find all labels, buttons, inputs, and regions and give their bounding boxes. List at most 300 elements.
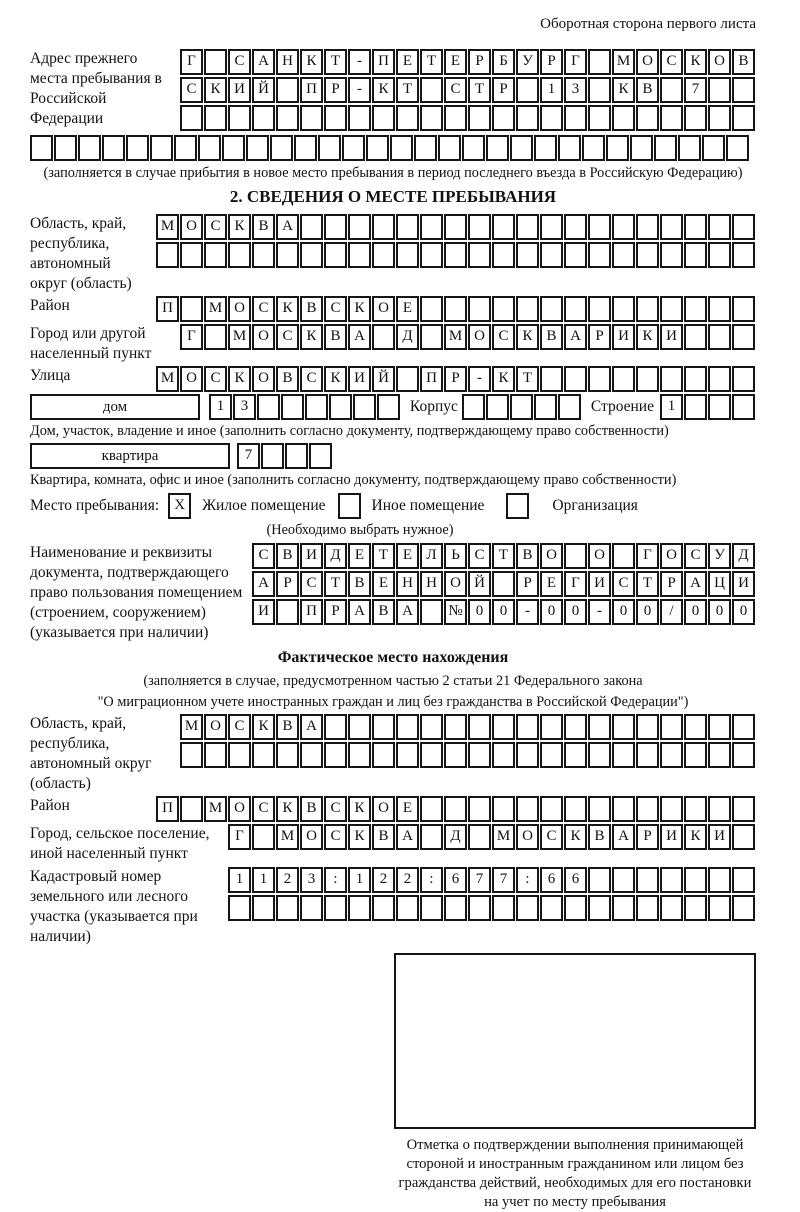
char-cell[interactable]: Е xyxy=(396,796,419,822)
char-cell[interactable] xyxy=(318,135,341,161)
char-cell[interactable] xyxy=(588,796,611,822)
char-cell[interactable]: Р xyxy=(660,571,683,597)
char-cell[interactable]: С xyxy=(252,796,275,822)
char-cell[interactable] xyxy=(588,242,611,268)
char-cell[interactable]: И xyxy=(708,824,731,850)
char-cell[interactable]: - xyxy=(468,366,491,392)
char-cell[interactable] xyxy=(420,742,443,768)
char-cell[interactable]: 6 xyxy=(444,867,467,893)
char-cell[interactable] xyxy=(732,714,755,740)
char-cell[interactable]: 0 xyxy=(612,599,635,625)
char-cell[interactable] xyxy=(468,296,491,322)
char-cell[interactable] xyxy=(396,242,419,268)
char-cell[interactable] xyxy=(420,214,443,240)
char-cell[interactable] xyxy=(348,105,371,131)
char-cell[interactable] xyxy=(372,895,395,921)
char-cell[interactable]: М xyxy=(492,824,515,850)
char-cell[interactable]: 1 xyxy=(660,394,683,420)
char-cell[interactable]: М xyxy=(204,296,227,322)
char-cell[interactable]: И xyxy=(732,571,755,597)
char-cell[interactable]: О xyxy=(588,543,611,569)
char-cell[interactable]: 3 xyxy=(564,77,587,103)
char-cell[interactable] xyxy=(708,214,731,240)
char-cell[interactable]: М xyxy=(276,824,299,850)
char-cell[interactable] xyxy=(468,105,491,131)
char-cell[interactable]: 0 xyxy=(564,599,587,625)
char-cell[interactable] xyxy=(612,366,635,392)
char-cell[interactable]: К xyxy=(276,296,299,322)
char-cell[interactable] xyxy=(444,242,467,268)
char-cell[interactable]: С xyxy=(324,796,347,822)
char-cell[interactable] xyxy=(684,242,707,268)
char-cell[interactable]: А xyxy=(348,324,371,350)
char-cell[interactable]: Д xyxy=(444,824,467,850)
char-cell[interactable] xyxy=(270,135,293,161)
char-cell[interactable] xyxy=(126,135,149,161)
char-cell[interactable] xyxy=(636,242,659,268)
char-cell[interactable] xyxy=(372,242,395,268)
char-cell[interactable] xyxy=(540,242,563,268)
char-cell[interactable] xyxy=(150,135,173,161)
char-cell[interactable] xyxy=(708,742,731,768)
char-cell[interactable]: 2 xyxy=(396,867,419,893)
char-cell[interactable]: С xyxy=(228,49,251,75)
char-cell[interactable]: К xyxy=(300,49,323,75)
char-cell[interactable]: Р xyxy=(276,571,299,597)
char-cell[interactable]: И xyxy=(348,366,371,392)
char-cell[interactable] xyxy=(732,242,755,268)
char-cell[interactable] xyxy=(324,895,347,921)
char-cell[interactable] xyxy=(444,714,467,740)
char-cell[interactable]: К xyxy=(684,49,707,75)
char-cell[interactable]: А xyxy=(396,599,419,625)
char-cell[interactable]: С xyxy=(324,296,347,322)
char-cell[interactable]: 0 xyxy=(636,599,659,625)
char-cell[interactable]: А xyxy=(348,599,371,625)
char-cell[interactable] xyxy=(636,867,659,893)
char-cell[interactable] xyxy=(732,366,755,392)
char-cell[interactable]: О xyxy=(444,571,467,597)
char-cell[interactable]: 3 xyxy=(300,867,323,893)
char-cell[interactable]: Г xyxy=(180,49,203,75)
char-cell[interactable]: С xyxy=(252,296,275,322)
char-cell[interactable]: С xyxy=(684,543,707,569)
char-cell[interactable] xyxy=(588,296,611,322)
char-cell[interactable]: Т xyxy=(324,571,347,597)
char-cell[interactable] xyxy=(353,394,376,420)
char-cell[interactable]: Т xyxy=(492,543,515,569)
char-cell[interactable] xyxy=(660,366,683,392)
char-cell[interactable] xyxy=(300,742,323,768)
char-cell[interactable] xyxy=(468,214,491,240)
char-cell[interactable] xyxy=(516,796,539,822)
char-cell[interactable]: Г xyxy=(228,824,251,850)
char-cell[interactable]: О xyxy=(228,296,251,322)
char-cell[interactable]: С xyxy=(612,571,635,597)
char-cell[interactable]: 7 xyxy=(237,443,260,469)
char-cell[interactable] xyxy=(348,714,371,740)
char-cell[interactable]: С xyxy=(228,714,251,740)
char-cell[interactable] xyxy=(612,895,635,921)
char-cell[interactable] xyxy=(180,742,203,768)
char-cell[interactable]: К xyxy=(300,324,323,350)
char-cell[interactable]: Р xyxy=(492,77,515,103)
char-cell[interactable] xyxy=(420,105,443,131)
char-cell[interactable] xyxy=(708,394,731,420)
char-cell[interactable] xyxy=(612,714,635,740)
char-cell[interactable]: - xyxy=(348,49,371,75)
char-cell[interactable] xyxy=(228,242,251,268)
char-cell[interactable] xyxy=(444,105,467,131)
char-cell[interactable] xyxy=(252,895,275,921)
char-cell[interactable] xyxy=(660,77,683,103)
char-cell[interactable] xyxy=(660,214,683,240)
char-cell[interactable] xyxy=(612,105,635,131)
char-cell[interactable]: О xyxy=(204,714,227,740)
char-cell[interactable]: 2 xyxy=(372,867,395,893)
char-cell[interactable] xyxy=(204,105,227,131)
char-cell[interactable] xyxy=(510,394,533,420)
char-cell[interactable] xyxy=(540,895,563,921)
char-cell[interactable] xyxy=(294,135,317,161)
char-cell[interactable]: П xyxy=(156,796,179,822)
char-cell[interactable]: О xyxy=(300,824,323,850)
char-cell[interactable]: В xyxy=(636,77,659,103)
char-cell[interactable] xyxy=(486,135,509,161)
char-cell[interactable] xyxy=(636,895,659,921)
char-cell[interactable] xyxy=(588,77,611,103)
char-cell[interactable]: - xyxy=(348,77,371,103)
char-cell[interactable]: К xyxy=(204,77,227,103)
char-cell[interactable] xyxy=(660,895,683,921)
char-cell[interactable]: П xyxy=(420,366,443,392)
char-cell[interactable] xyxy=(588,366,611,392)
char-cell[interactable] xyxy=(372,214,395,240)
char-cell[interactable]: М xyxy=(228,324,251,350)
char-cell[interactable] xyxy=(564,214,587,240)
char-cell[interactable]: Н xyxy=(276,49,299,75)
char-cell[interactable] xyxy=(558,135,581,161)
char-cell[interactable] xyxy=(78,135,101,161)
stay-checkbox-other-premise[interactable] xyxy=(338,493,361,519)
char-cell[interactable] xyxy=(420,714,443,740)
char-cell[interactable] xyxy=(684,714,707,740)
char-cell[interactable]: 7 xyxy=(492,867,515,893)
char-cell[interactable]: Е xyxy=(396,296,419,322)
char-cell[interactable]: Ь xyxy=(444,543,467,569)
char-cell[interactable] xyxy=(564,366,587,392)
char-cell[interactable]: К xyxy=(348,796,371,822)
char-cell[interactable] xyxy=(180,105,203,131)
char-cell[interactable] xyxy=(420,324,443,350)
char-cell[interactable] xyxy=(414,135,437,161)
char-cell[interactable]: А xyxy=(564,324,587,350)
char-cell[interactable] xyxy=(174,135,197,161)
char-cell[interactable] xyxy=(444,742,467,768)
char-cell[interactable]: К xyxy=(564,824,587,850)
char-cell[interactable] xyxy=(516,77,539,103)
char-cell[interactable] xyxy=(612,796,635,822)
char-cell[interactable]: 0 xyxy=(708,599,731,625)
char-cell[interactable]: : xyxy=(420,867,443,893)
char-cell[interactable]: М xyxy=(156,214,179,240)
char-cell[interactable] xyxy=(708,242,731,268)
char-cell[interactable] xyxy=(342,135,365,161)
char-cell[interactable]: И xyxy=(252,599,275,625)
char-cell[interactable] xyxy=(732,214,755,240)
char-cell[interactable]: - xyxy=(516,599,539,625)
char-cell[interactable] xyxy=(468,714,491,740)
char-cell[interactable] xyxy=(732,296,755,322)
char-cell[interactable] xyxy=(588,214,611,240)
char-cell[interactable] xyxy=(348,742,371,768)
char-cell[interactable] xyxy=(492,105,515,131)
char-cell[interactable]: И xyxy=(228,77,251,103)
char-cell[interactable]: 6 xyxy=(564,867,587,893)
char-cell[interactable]: О xyxy=(636,49,659,75)
char-cell[interactable]: 6 xyxy=(540,867,563,893)
char-cell[interactable]: 1 xyxy=(540,77,563,103)
char-cell[interactable]: В xyxy=(732,49,755,75)
char-cell[interactable]: В xyxy=(588,824,611,850)
char-cell[interactable] xyxy=(492,296,515,322)
char-cell[interactable]: Е xyxy=(396,49,419,75)
char-cell[interactable] xyxy=(204,49,227,75)
char-cell[interactable] xyxy=(612,296,635,322)
char-cell[interactable]: № xyxy=(444,599,467,625)
char-cell[interactable]: Р xyxy=(468,49,491,75)
char-cell[interactable]: М xyxy=(204,796,227,822)
char-cell[interactable] xyxy=(180,242,203,268)
char-cell[interactable] xyxy=(468,742,491,768)
char-cell[interactable] xyxy=(492,242,515,268)
char-cell[interactable]: С xyxy=(444,77,467,103)
char-cell[interactable]: В xyxy=(324,324,347,350)
char-cell[interactable] xyxy=(540,714,563,740)
char-cell[interactable] xyxy=(348,214,371,240)
char-cell[interactable] xyxy=(390,135,413,161)
char-cell[interactable]: О xyxy=(372,296,395,322)
char-cell[interactable] xyxy=(300,895,323,921)
char-cell[interactable] xyxy=(636,105,659,131)
char-cell[interactable] xyxy=(309,443,332,469)
char-cell[interactable] xyxy=(534,394,557,420)
char-cell[interactable] xyxy=(732,895,755,921)
char-cell[interactable] xyxy=(468,242,491,268)
char-cell[interactable] xyxy=(636,742,659,768)
char-cell[interactable] xyxy=(732,824,755,850)
char-cell[interactable] xyxy=(324,714,347,740)
char-cell[interactable]: М xyxy=(444,324,467,350)
char-cell[interactable] xyxy=(660,714,683,740)
char-cell[interactable] xyxy=(257,394,280,420)
char-cell[interactable]: / xyxy=(660,599,683,625)
char-cell[interactable] xyxy=(54,135,77,161)
char-cell[interactable] xyxy=(588,867,611,893)
char-cell[interactable]: В xyxy=(276,366,299,392)
char-cell[interactable] xyxy=(420,895,443,921)
char-cell[interactable] xyxy=(708,77,731,103)
stay-checkbox-organization[interactable] xyxy=(506,493,529,519)
char-cell[interactable]: Т xyxy=(420,49,443,75)
char-cell[interactable] xyxy=(660,296,683,322)
char-cell[interactable]: 7 xyxy=(468,867,491,893)
char-cell[interactable]: Р xyxy=(324,77,347,103)
char-cell[interactable]: Т xyxy=(396,77,419,103)
char-cell[interactable] xyxy=(276,105,299,131)
char-cell[interactable]: К xyxy=(324,366,347,392)
char-cell[interactable] xyxy=(252,824,275,850)
char-cell[interactable] xyxy=(329,394,352,420)
char-cell[interactable] xyxy=(564,895,587,921)
char-cell[interactable] xyxy=(198,135,221,161)
char-cell[interactable]: Й xyxy=(252,77,275,103)
char-cell[interactable] xyxy=(516,214,539,240)
char-cell[interactable]: Й xyxy=(372,366,395,392)
char-cell[interactable] xyxy=(564,742,587,768)
char-cell[interactable] xyxy=(708,366,731,392)
char-cell[interactable]: М xyxy=(156,366,179,392)
char-cell[interactable]: О xyxy=(708,49,731,75)
char-cell[interactable] xyxy=(660,796,683,822)
char-cell[interactable]: Л xyxy=(420,543,443,569)
char-cell[interactable]: 1 xyxy=(209,394,232,420)
char-cell[interactable] xyxy=(366,135,389,161)
char-cell[interactable]: Т xyxy=(324,49,347,75)
char-cell[interactable]: К xyxy=(228,214,251,240)
char-cell[interactable]: Д xyxy=(396,324,419,350)
char-cell[interactable] xyxy=(540,214,563,240)
char-cell[interactable]: О xyxy=(252,366,275,392)
char-cell[interactable] xyxy=(516,105,539,131)
char-cell[interactable]: С xyxy=(300,366,323,392)
char-cell[interactable]: 1 xyxy=(228,867,251,893)
char-cell[interactable] xyxy=(564,242,587,268)
char-cell[interactable]: М xyxy=(612,49,635,75)
char-cell[interactable] xyxy=(372,105,395,131)
char-cell[interactable]: П xyxy=(300,77,323,103)
char-cell[interactable]: О xyxy=(372,796,395,822)
char-cell[interactable]: Р xyxy=(540,49,563,75)
char-cell[interactable] xyxy=(300,214,323,240)
char-cell[interactable] xyxy=(612,543,635,569)
char-cell[interactable] xyxy=(204,742,227,768)
char-cell[interactable]: Г xyxy=(564,49,587,75)
char-cell[interactable] xyxy=(462,135,485,161)
char-cell[interactable]: С xyxy=(180,77,203,103)
char-cell[interactable] xyxy=(612,867,635,893)
char-cell[interactable]: М xyxy=(180,714,203,740)
char-cell[interactable] xyxy=(612,242,635,268)
char-cell[interactable] xyxy=(684,296,707,322)
char-cell[interactable] xyxy=(732,324,755,350)
char-cell[interactable] xyxy=(276,599,299,625)
char-cell[interactable] xyxy=(420,824,443,850)
char-cell[interactable]: П xyxy=(372,49,395,75)
char-cell[interactable]: Р xyxy=(636,824,659,850)
char-cell[interactable] xyxy=(420,77,443,103)
char-cell[interactable] xyxy=(588,49,611,75)
char-cell[interactable] xyxy=(708,895,731,921)
char-cell[interactable] xyxy=(684,366,707,392)
char-cell[interactable]: : xyxy=(516,867,539,893)
char-cell[interactable] xyxy=(468,824,491,850)
char-cell[interactable]: С xyxy=(492,324,515,350)
char-cell[interactable] xyxy=(588,895,611,921)
char-cell[interactable]: В xyxy=(300,796,323,822)
char-cell[interactable] xyxy=(348,895,371,921)
char-cell[interactable]: В xyxy=(276,543,299,569)
char-cell[interactable]: О xyxy=(468,324,491,350)
char-cell[interactable]: Д xyxy=(324,543,347,569)
char-cell[interactable]: И xyxy=(660,324,683,350)
char-cell[interactable]: С xyxy=(660,49,683,75)
char-cell[interactable] xyxy=(372,324,395,350)
char-cell[interactable]: О xyxy=(516,824,539,850)
char-cell[interactable]: С xyxy=(204,366,227,392)
char-cell[interactable] xyxy=(612,214,635,240)
char-cell[interactable] xyxy=(636,214,659,240)
char-cell[interactable]: В xyxy=(540,324,563,350)
char-cell[interactable]: И xyxy=(588,571,611,597)
char-cell[interactable] xyxy=(540,366,563,392)
char-cell[interactable] xyxy=(300,105,323,131)
char-cell[interactable]: Р xyxy=(324,599,347,625)
char-cell[interactable] xyxy=(660,105,683,131)
char-cell[interactable] xyxy=(588,742,611,768)
stamp-area[interactable] xyxy=(394,953,756,1129)
char-cell[interactable]: А xyxy=(252,571,275,597)
char-cell[interactable]: Е xyxy=(444,49,467,75)
char-cell[interactable]: Й xyxy=(468,571,491,597)
char-cell[interactable] xyxy=(516,714,539,740)
char-cell[interactable] xyxy=(636,714,659,740)
char-cell[interactable]: 0 xyxy=(684,599,707,625)
char-cell[interactable] xyxy=(396,366,419,392)
char-cell[interactable] xyxy=(180,796,203,822)
char-cell[interactable]: Е xyxy=(348,543,371,569)
char-cell[interactable]: И xyxy=(660,824,683,850)
char-cell[interactable]: Р xyxy=(516,571,539,597)
char-cell[interactable]: О xyxy=(660,543,683,569)
char-cell[interactable]: 1 xyxy=(252,867,275,893)
char-cell[interactable] xyxy=(468,796,491,822)
char-cell[interactable] xyxy=(636,796,659,822)
char-cell[interactable]: К xyxy=(348,824,371,850)
char-cell[interactable] xyxy=(324,214,347,240)
char-cell[interactable]: 7 xyxy=(684,77,707,103)
char-cell[interactable] xyxy=(300,242,323,268)
char-cell[interactable]: Г xyxy=(564,571,587,597)
char-cell[interactable] xyxy=(612,742,635,768)
char-cell[interactable]: Г xyxy=(180,324,203,350)
char-cell[interactable]: Е xyxy=(540,571,563,597)
char-cell[interactable] xyxy=(372,714,395,740)
char-cell[interactable] xyxy=(732,796,755,822)
char-cell[interactable] xyxy=(582,135,605,161)
char-cell[interactable] xyxy=(492,796,515,822)
char-cell[interactable] xyxy=(564,105,587,131)
char-cell[interactable]: 0 xyxy=(540,599,563,625)
char-cell[interactable] xyxy=(444,895,467,921)
char-cell[interactable]: - xyxy=(588,599,611,625)
char-cell[interactable]: 3 xyxy=(233,394,256,420)
char-cell[interactable]: 0 xyxy=(492,599,515,625)
char-cell[interactable] xyxy=(684,394,707,420)
char-cell[interactable] xyxy=(588,105,611,131)
char-cell[interactable] xyxy=(261,443,284,469)
char-cell[interactable]: Р xyxy=(588,324,611,350)
